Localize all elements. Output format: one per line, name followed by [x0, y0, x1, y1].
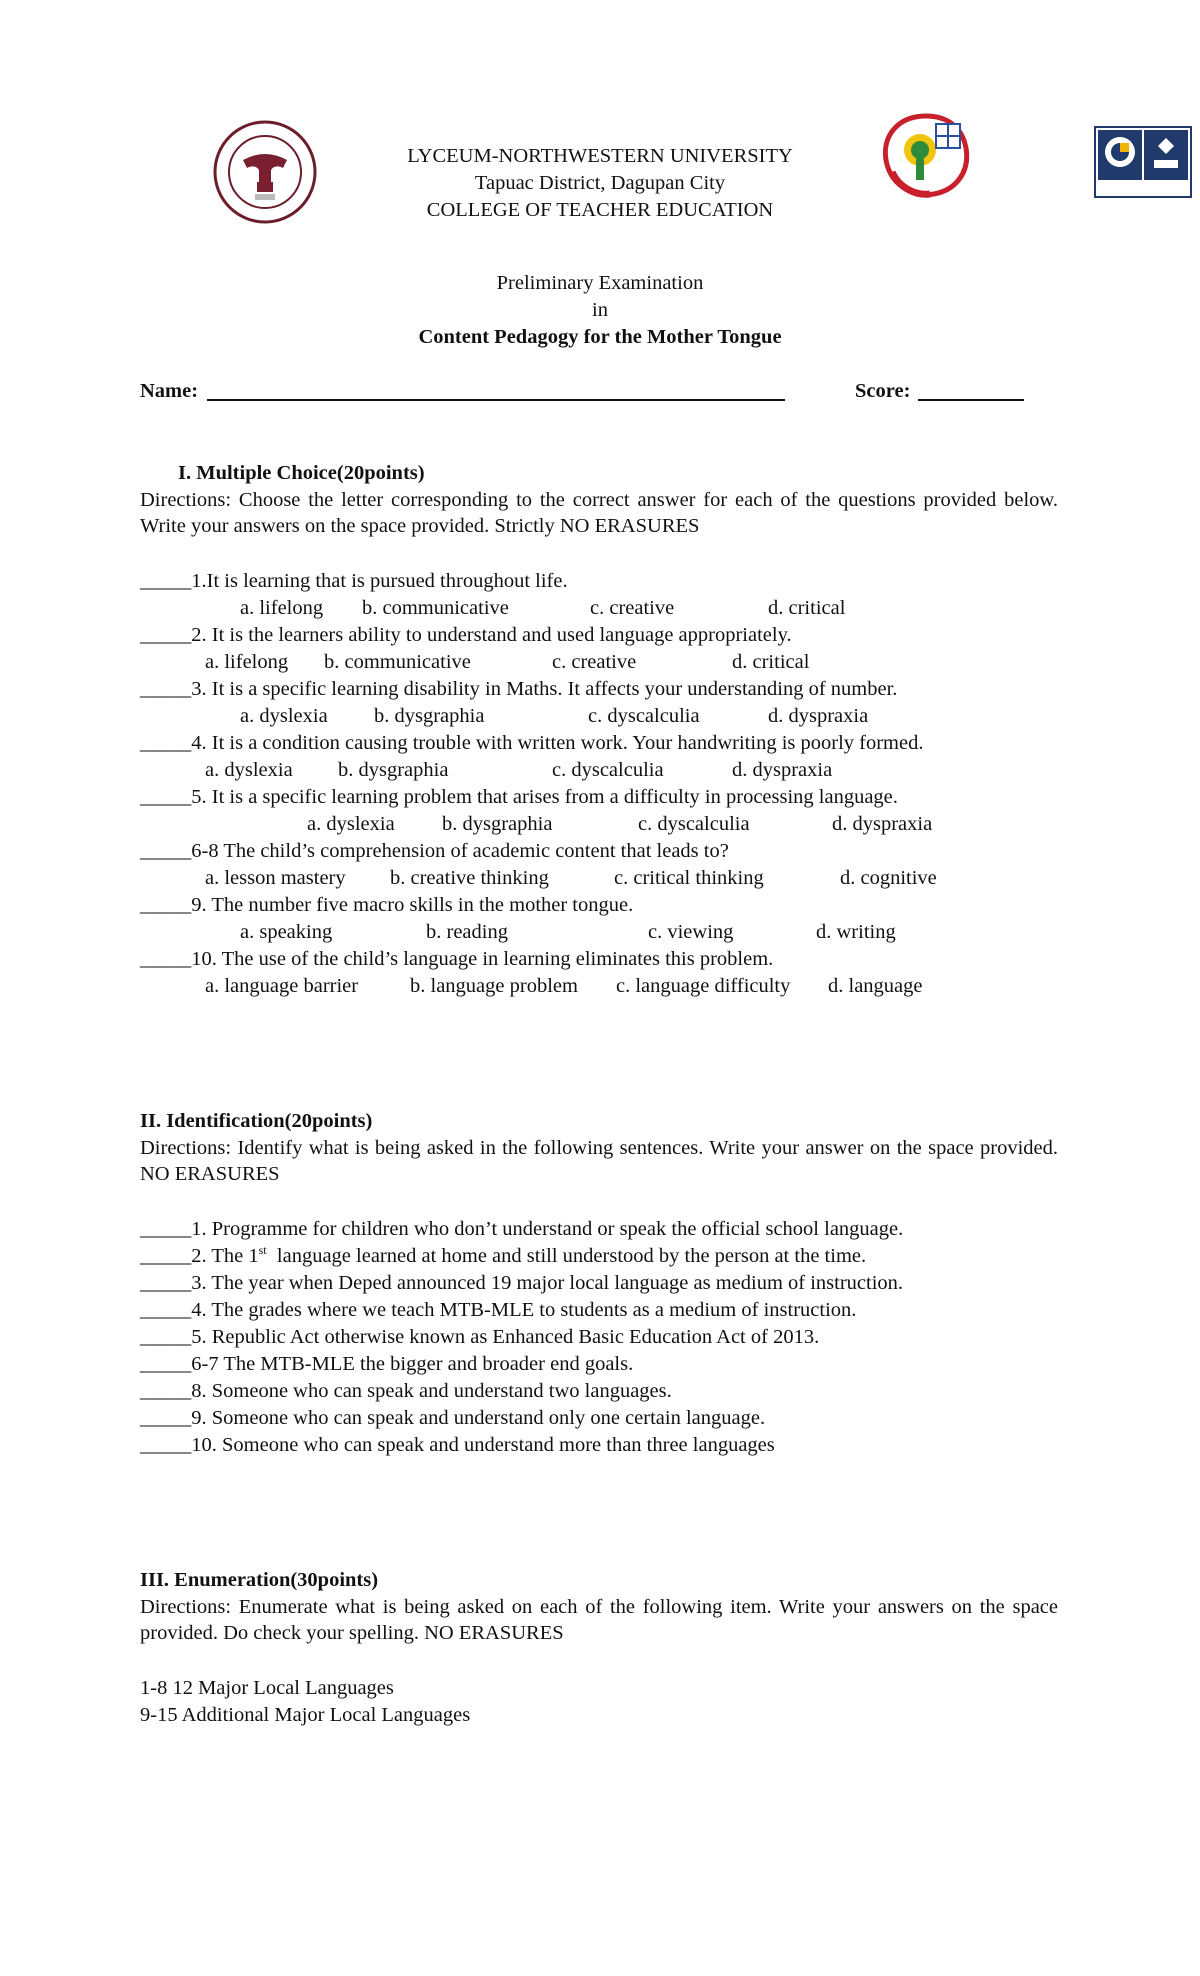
option-d: d. writing — [816, 921, 896, 943]
option-b: b. reading — [426, 921, 508, 943]
enum-item-9-15: 9-15 Additional Major Local Languages — [140, 1704, 471, 1726]
option-c: c. creative — [552, 651, 637, 673]
option-d: d. critical — [768, 597, 846, 619]
college-name: COLLEGE OF TEACHER EDUCATION — [426, 199, 774, 221]
id-item-5: _____5. Republic Act otherwise known as Enhanced Basic Education Act of 2013. — [140, 1326, 820, 1348]
option-b: b. language problem — [410, 975, 578, 997]
option-c: c. creative — [590, 597, 675, 619]
name-field[interactable] — [207, 399, 785, 401]
section3-title: III. Enumeration(30points) — [140, 1569, 379, 1591]
id-item-1: _____1. Programme for children who don’t understand or speak the official school language. — [140, 1218, 904, 1240]
option-c: c. dyscalculia — [552, 759, 664, 781]
exam-type: Preliminary Examination — [496, 272, 704, 294]
option-a: a. lifelong — [240, 597, 324, 619]
section2-title: II. Identification(20points) — [140, 1110, 373, 1132]
id-item-9: _____9. Someone who can speak and understand only one certain language. — [140, 1407, 766, 1429]
option-c: c. viewing — [648, 921, 734, 943]
mc-question-9: _____9. The number five macro skills in the mother tongue. — [140, 894, 634, 916]
option-a: a. language barrier — [205, 975, 359, 997]
option-a: a. speaking — [240, 921, 333, 943]
id-item-10: _____10. Someone who can speak and understand more than three languages — [140, 1434, 775, 1456]
option-b: b. communicative — [324, 651, 471, 673]
section1-title: I. Multiple Choice(20points) — [178, 462, 425, 484]
option-b: b. creative thinking — [390, 867, 549, 889]
id-item-2-start: _____2. The 1 — [140, 1245, 259, 1267]
id-item-2-rest: language learned at home and still understood by the person at the time. — [266, 1245, 867, 1267]
option-a: a. dyslexia — [205, 759, 293, 781]
section1-directions: Directions: Choose the letter corresponding to the correct answer for each of the questions provided below. Write your answers on the space provided. Strictly NO ERASURES — [140, 489, 1058, 537]
option-d: d. critical — [732, 651, 810, 673]
mc-question-5: _____5. It is a specific learning problem that arises from a difficulty in processing language. — [140, 786, 898, 808]
name-label: Name: — [140, 380, 199, 402]
option-d: d. cognitive — [840, 867, 937, 889]
university-address: Tapuac District, Dagupan City — [474, 172, 726, 194]
exam-subject: Content Pedagogy for the Mother Tongue — [418, 326, 782, 348]
option-a: a. lifelong — [205, 651, 289, 673]
score-field[interactable] — [918, 399, 1024, 401]
id-item-8: _____8. Someone who can speak and understand two languages. — [140, 1380, 672, 1402]
id-item-3: _____3. The year when Deped announced 19 major local language as medium of instruction. — [140, 1272, 904, 1294]
id-item-6-7: _____6-7 The MTB-MLE the bigger and broader end goals. — [140, 1353, 634, 1375]
option-c: c. critical thinking — [614, 867, 764, 889]
mc-question-6-8: _____6-8 The child’s comprehension of academic content that leads to? — [140, 840, 729, 862]
id-item-4: _____4. The grades where we teach MTB-MLE to students as a medium of instruction. — [140, 1299, 857, 1321]
mc-question-1: _____1.It is learning that is pursued throughout life. — [140, 570, 568, 592]
option-c: c. dyscalculia — [638, 813, 750, 835]
mc-question-4: _____4. It is a condition causing trouble with written work. Your handwriting is poorly formed. — [140, 732, 924, 754]
id-item-2 — [140, 1243, 866, 1269]
option-b: b. dysgraphia — [374, 705, 485, 727]
id-item-2-sup: st — [258, 1243, 267, 1258]
exam-in: in — [592, 299, 608, 321]
option-a: a. dyslexia — [307, 813, 395, 835]
section2-directions: Directions: Identify what is being asked in the following sentences. Write your answer on the space provided. NO ERASURES — [140, 1137, 1058, 1185]
option-c: c. dyscalculia — [588, 705, 700, 727]
mc-question-3: _____3. It is a specific learning disability in Maths. It affects your understanding of number. — [140, 678, 898, 700]
option-b: b. dysgraphia — [338, 759, 449, 781]
option-a: a. dyslexia — [240, 705, 328, 727]
score-label: Score: — [855, 380, 911, 402]
enum-item-1-8: 1-8 12 Major Local Languages — [140, 1677, 394, 1699]
mc-question-10: _____10. The use of the child’s language in learning eliminates this problem. — [140, 948, 774, 970]
option-a: a. lesson mastery — [205, 867, 346, 889]
university-name: LYCEUM-NORTHWESTERN UNIVERSITY — [407, 145, 793, 167]
option-d: d. language — [828, 975, 923, 997]
option-d: d. dyspraxia — [732, 759, 833, 781]
option-c: c. language difficulty — [616, 975, 791, 997]
option-b: b. communicative — [362, 597, 509, 619]
mc-question-2: _____2. It is the learners ability to understand and used language appropriately. — [140, 624, 792, 646]
option-d: d. dyspraxia — [832, 813, 933, 835]
section3-directions: Directions: Enumerate what is being asked on each of the following item. Write your answers on the space provided. Do check your spelling. NO ERASURES — [140, 1596, 1058, 1644]
option-b: b. dysgraphia — [442, 813, 553, 835]
option-d: d. dyspraxia — [768, 705, 869, 727]
